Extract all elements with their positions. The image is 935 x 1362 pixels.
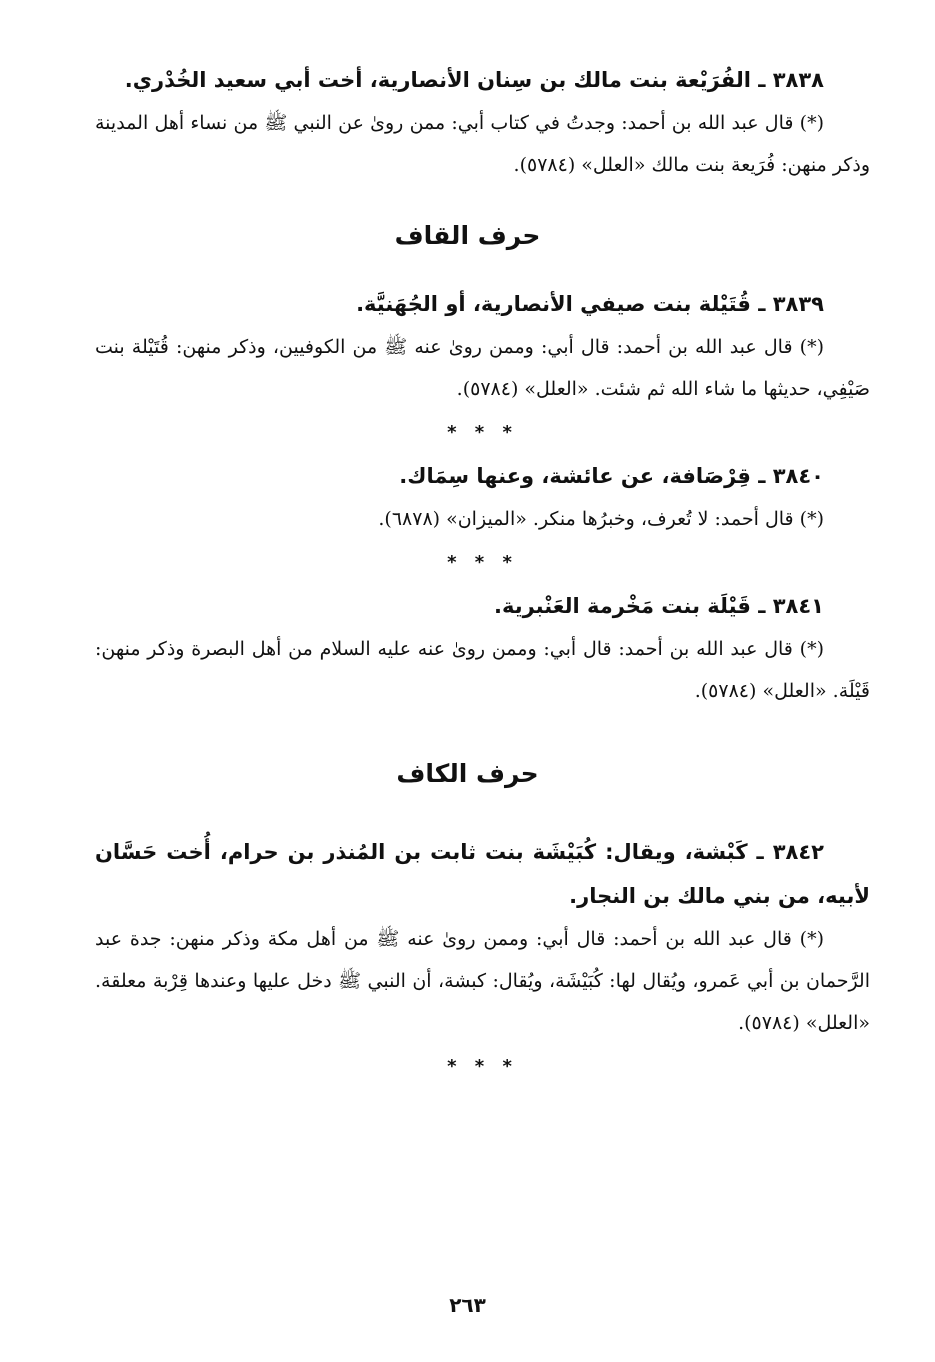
separator-stars: * * * bbox=[447, 552, 518, 573]
separator-stars: * * * bbox=[447, 422, 518, 443]
entry-body: (*) قال عبد الله بن أحمد: وجدتُ في كتاب أبي: ممن روىٰ عن النبي ﷺ من نساء أهل المدينة وذكر منهن: فُرَيعة بنت مالك «العلل» (٥٧٨٤). bbox=[95, 112, 870, 176]
entry-heading: ٣٨٤٠ ـ قِرْصَافة، عن عائشة، وعنها سِمَاك. bbox=[399, 464, 824, 488]
section-title-qaf: حرف القاف bbox=[394, 221, 541, 250]
entry-body: (*) قال أحمد: لا تُعرف، وخبرُها منكر. «الميزان» (٦٨٧٨). bbox=[378, 508, 824, 530]
separator-stars: * * * bbox=[447, 1056, 518, 1077]
entry-heading: ٣٨٣٩ ـ قُتَيْلة بنت صيفي الأنصارية، أو الجُهَنيَّة. bbox=[356, 292, 824, 316]
entry-3842 bbox=[95, 830, 870, 1044]
section-title-kaf: حرف الكاف bbox=[396, 759, 539, 788]
entry-3838 bbox=[95, 58, 870, 186]
entry-heading: ٣٨٤١ ـ قَيْلَة بنت مَخْرمة العَنْبرية. bbox=[493, 594, 824, 618]
entry-body: (*) قال عبد الله بن أحمد: قال أبي: وممن روىٰ عنه عليه السلام من أهل البصرة وذكر منهن: قَيْلَة. «العلل» (٥٧٨٤). bbox=[95, 638, 870, 702]
entry-3839 bbox=[95, 282, 870, 410]
page-number: ٢٦٣ bbox=[449, 1293, 486, 1317]
entry-3840 bbox=[95, 454, 870, 540]
entry-heading: ٣٨٣٨ ـ الفُرَيْعة بنت مالك بن سِنان الأنصارية، أخت أبي سعيد الخُدْري. bbox=[124, 68, 824, 92]
entry-body: (*) قال عبد الله بن أحمد: قال أبي: وممن روىٰ عنه ﷺ من الكوفيين، وذكر منهن: قُتَيْلة بنت صَيْفِي، حديثها ما شاء الله ثم شئت. «العلل» (٥٧٨٤). bbox=[95, 336, 870, 400]
entry-body: (*) قال عبد الله بن أحمد: قال أبي: وممن روىٰ عنه ﷺ من أهل مكة وذكر منهن: جدة عبد الرَّحمان بن أبي عَمرو، ويُقال لها: كُبَيْشَة، ويُقال: كبشة، أن النبي ﷺ دخل عليها وعندها قِرْبة معلقة. «العلل» (٥٧٨٤). bbox=[95, 928, 870, 1034]
entry-3841 bbox=[95, 584, 870, 712]
entry-heading: ٣٨٤٢ ـ كَبْشة، ويقال: كُبَيْشَة بنت ثابت بن المُنذر بن حرام، أُخت حَسَّان لأبيه، من بني مالك بن النجار. bbox=[95, 840, 870, 908]
page-content bbox=[95, 58, 870, 1082]
